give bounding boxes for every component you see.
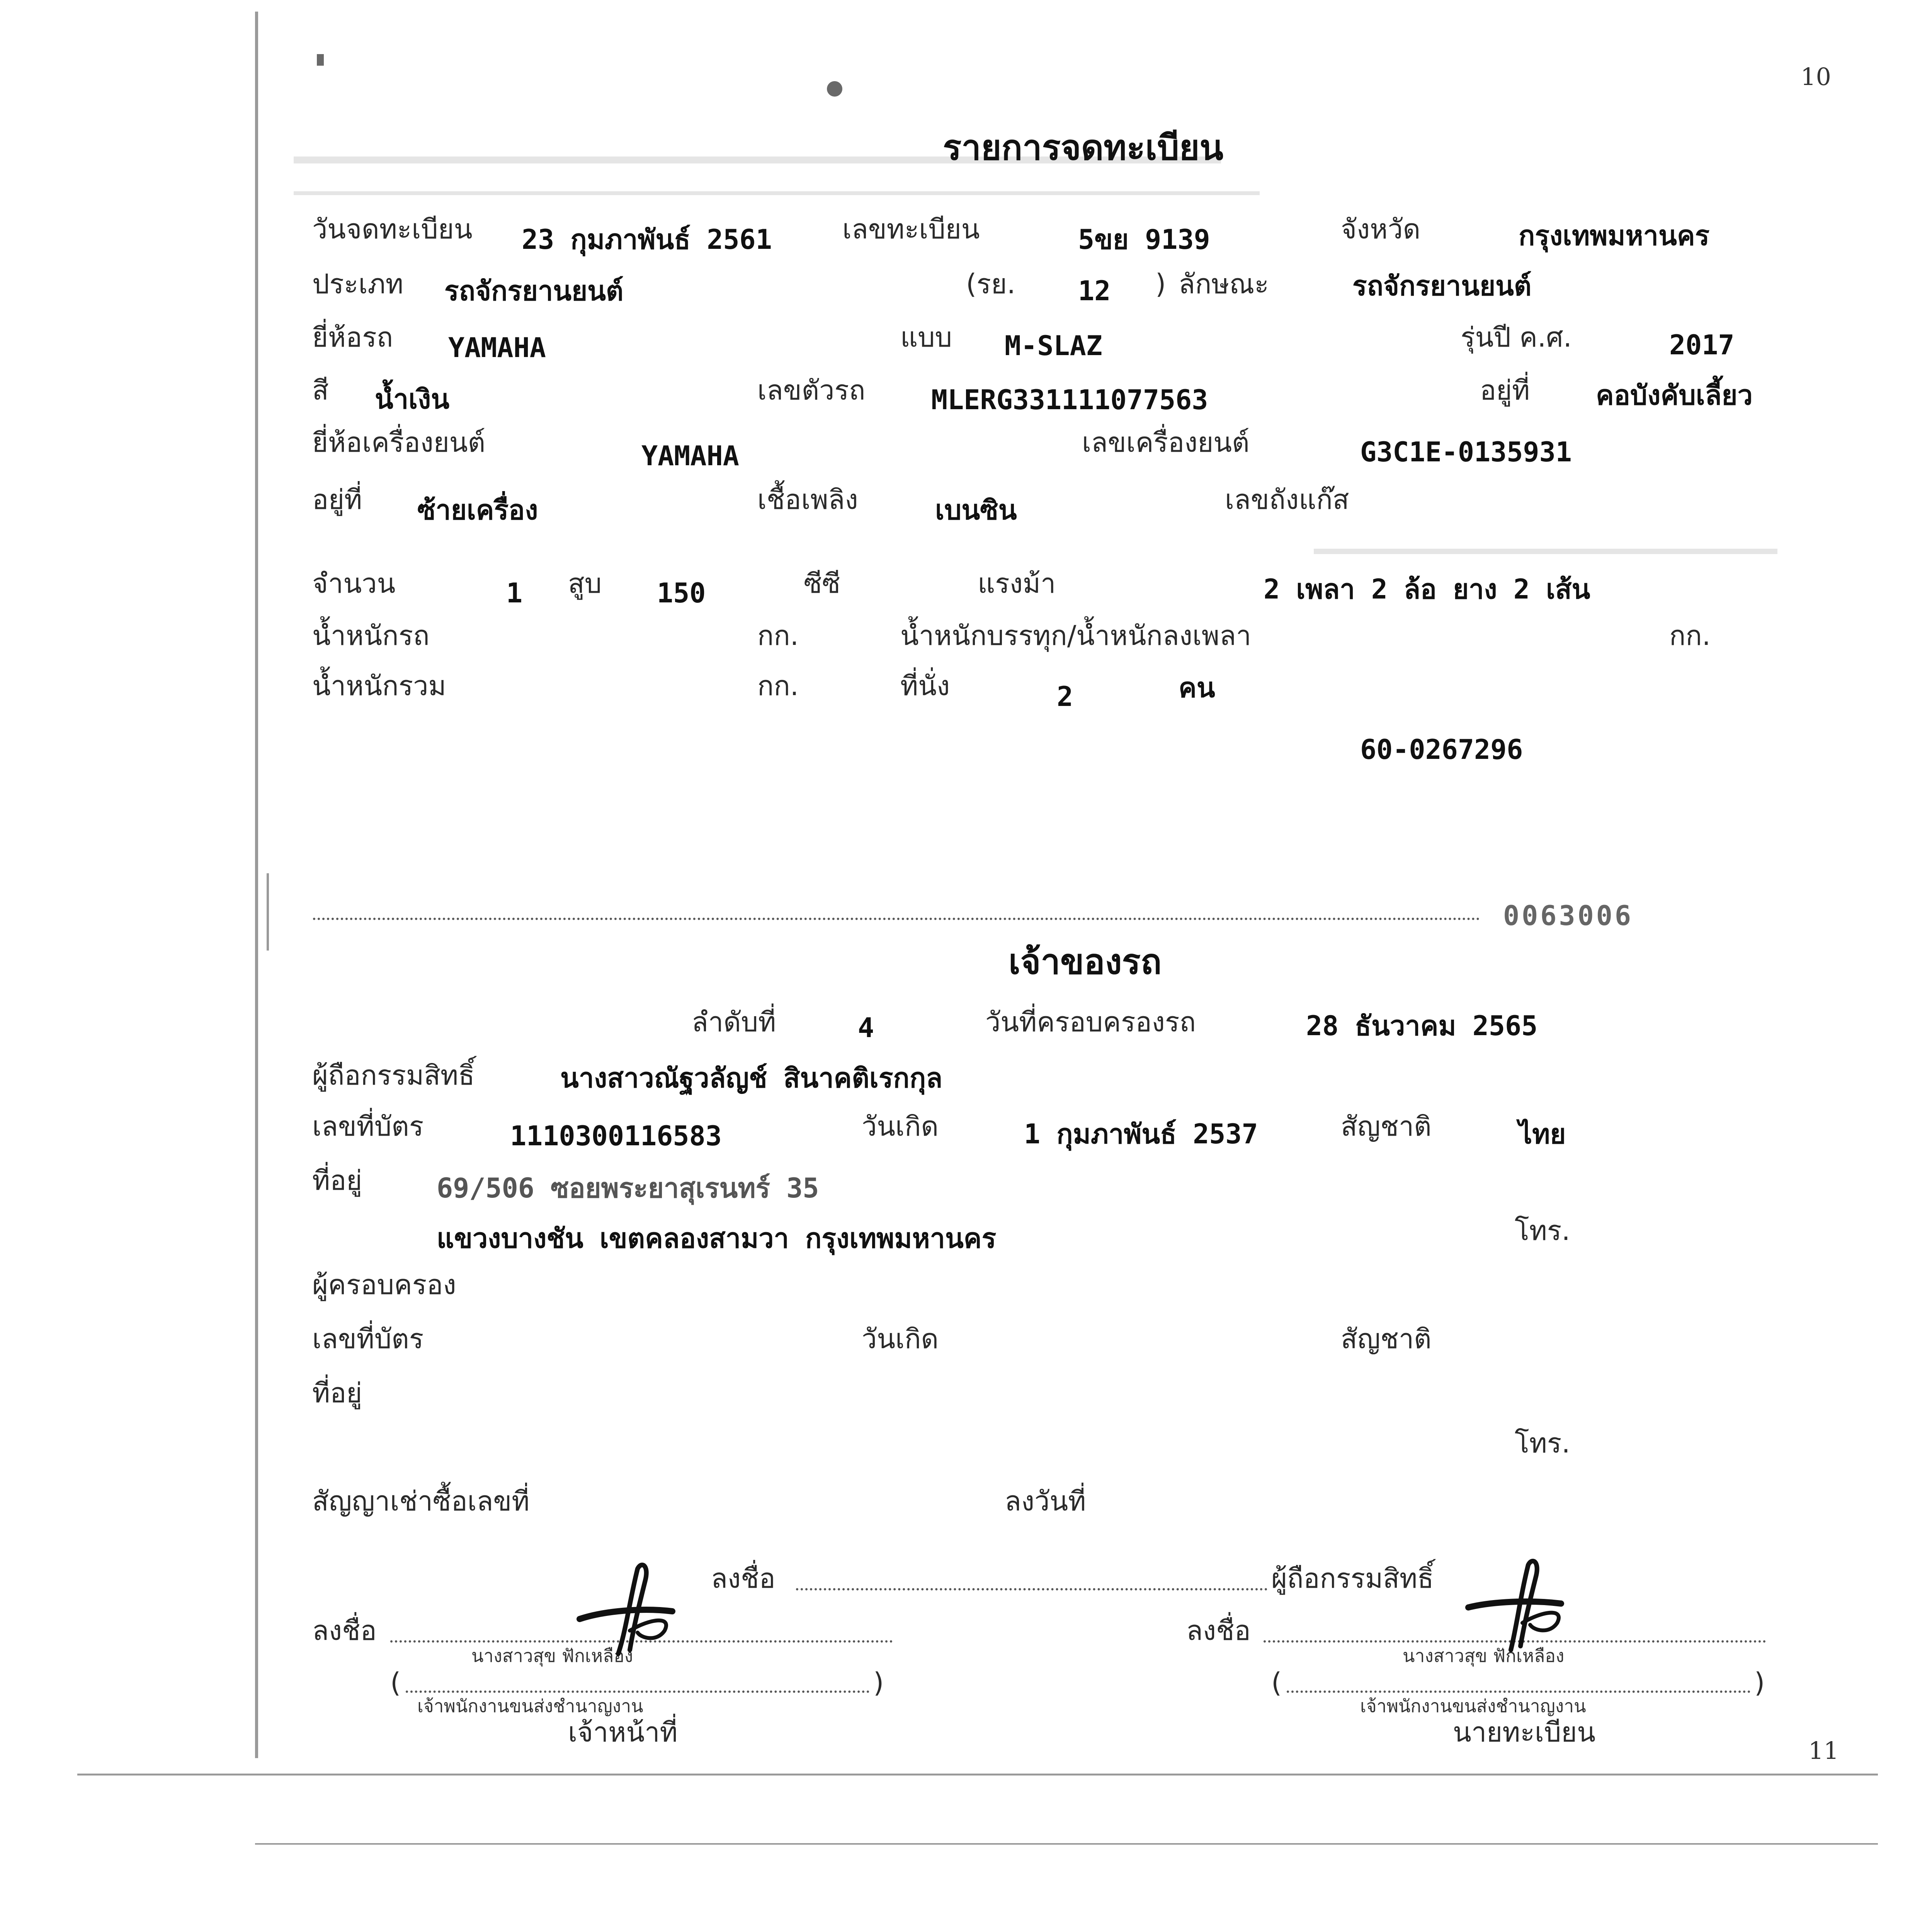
cc-unit: ซีซี [804, 568, 841, 599]
section-separator [313, 918, 1480, 920]
possession-date-label: วันที่ครอบครองรถ [985, 1006, 1196, 1038]
holder-value: นางสาวณัฐวลัญช์ สินาคติเรกกุล [560, 1062, 943, 1094]
gas-tank-label: เลขถังแก๊ส [1225, 484, 1349, 515]
engine-number-value: G3C1E-0135931 [1360, 436, 1572, 468]
page-number-top: 10 [1801, 63, 1831, 91]
right-officer-role: นายทะเบียน [1453, 1716, 1596, 1748]
color-value: น้ำเงิน [375, 383, 450, 415]
possessor-nationality-label: สัญชาติ [1341, 1323, 1432, 1355]
chassis-location-value: คอบังคับเลี้ยว [1596, 379, 1753, 411]
left-officer-position: เจ้าพนักงานขนส่งชำนาญงาน [417, 1696, 643, 1716]
ry-value: 12 [1078, 275, 1111, 307]
right-officer-name: นางสาวสุข ฟักเหลือง [1403, 1645, 1565, 1666]
year-value: 2017 [1669, 329, 1735, 361]
right-signature-icon [1461, 1549, 1584, 1665]
stamp-number: 0063006 [1503, 900, 1634, 932]
engine-location-value: ซ้ายเครื่อง [417, 494, 538, 526]
owner-title: เจ้าของรถ [1009, 942, 1162, 982]
sequence-value: 4 [858, 1012, 874, 1044]
registration-title: รายการจดทะเบียน [943, 128, 1223, 168]
seats-value: 2 [1057, 681, 1073, 713]
province-value: กรุงเทพมหานคร [1519, 220, 1710, 252]
horsepower-label: แรงม้า [978, 568, 1056, 599]
right-close-paren: ) [1754, 1667, 1765, 1699]
possessor-phone-label: โทร. [1515, 1427, 1570, 1459]
scan-noise-band [294, 191, 1260, 195]
owner-id-label: เลขที่บัตร [312, 1111, 424, 1142]
ry-close: ) [1155, 268, 1166, 300]
left-name-line [406, 1690, 869, 1693]
load-weight-label: น้ำหนักบรรทุก/น้ำหนักลงเพลา [900, 620, 1252, 651]
style-value: รถจักรยานยนต์ [1352, 270, 1532, 302]
owner-dob-label: วันเกิด [862, 1111, 939, 1142]
plate-value: 5ขย 9139 [1078, 224, 1210, 255]
left-border-line-inner [267, 873, 269, 951]
fuel-label: เชื้อเพลิง [757, 484, 858, 515]
sequence-label: ลำดับที่ [692, 1006, 776, 1038]
left-officer-role: เจ้าหน้าที่ [568, 1716, 678, 1748]
engine-brand-value: YAMAHA [641, 440, 739, 472]
owner-address-line1: 69/506 ซอยพระยาสุเรนทร์ 35 [437, 1172, 819, 1204]
axles-value: 2 เพลา 2 ล้อ ยาง 2 เส้น [1264, 573, 1590, 605]
model-label: แบบ [900, 321, 952, 353]
left-sign-label: ลงชื่อ [312, 1615, 377, 1646]
possessor-dob-label: วันเกิด [862, 1323, 939, 1355]
cc-value: 150 [657, 577, 706, 609]
holder-sign-role: ผู้ถือกรรมสิทธิ์ [1271, 1563, 1434, 1594]
left-signature-icon [572, 1553, 696, 1669]
brand-label: ยี่ห้อรถ [312, 321, 393, 353]
scan-speck [317, 54, 324, 66]
ry-label: (รย. [966, 268, 1016, 300]
owner-dob-value: 1 กุมภาพันธ์ 2537 [1024, 1118, 1258, 1150]
owner-nationality-label: สัญชาติ [1341, 1111, 1432, 1142]
engine-location-label: อยู่ที่ [312, 484, 362, 515]
possessor-label: ผู้ครอบครอง [312, 1269, 456, 1301]
cylinders-value: 1 [506, 577, 523, 609]
total-weight-unit: กก. [757, 670, 799, 702]
document-number: 60-0267296 [1360, 734, 1523, 765]
left-officer-name: นางสาวสุข ฟักเหลือง [471, 1645, 633, 1666]
owner-nationality-value: ไทย [1519, 1118, 1566, 1150]
chassis-location-label: อยู่ที่ [1480, 374, 1530, 406]
cylinders-unit: สูบ [568, 568, 602, 599]
holder-sign-label: ลงชื่อ [711, 1563, 776, 1594]
holder-sign-line [796, 1588, 1267, 1590]
contract-label: สัญญาเช่าซื้อเลขที่ [312, 1485, 530, 1517]
engine-brand-label: ยี่ห้อเครื่องยนต์ [312, 427, 486, 458]
count-label: จำนวน [312, 568, 396, 599]
plate-label: เลขทะเบียน [842, 213, 980, 245]
possessor-id-label: เลขที่บัตร [312, 1323, 424, 1355]
brand-value: YAMAHA [448, 332, 546, 364]
page-number-bottom: 11 [1808, 1736, 1839, 1765]
right-officer-position: เจ้าพนักงานขนส่งชำนาญงาน [1360, 1696, 1586, 1716]
owner-address-line2: แขวงบางชัน เขตคลองสามวา กรุงเทพมหานคร [437, 1223, 997, 1254]
seats-label: ที่นั่ง [900, 670, 950, 702]
load-weight-unit: กก. [1669, 620, 1711, 651]
color-label: สี [312, 374, 329, 406]
year-label: รุ่นปี ค.ศ. [1461, 321, 1572, 353]
owner-address-label: ที่อยู่ [312, 1165, 362, 1196]
possession-date-value: 28 ธันวาคม 2565 [1306, 1010, 1538, 1042]
bottom-border-line [77, 1774, 1878, 1776]
fuel-value: เบนซิน [935, 494, 1017, 526]
right-open-paren: ( [1271, 1667, 1282, 1699]
left-open-paren: ( [390, 1667, 401, 1699]
lower-border-line [255, 1843, 1878, 1845]
total-weight-label: น้ำหนักรวม [312, 670, 446, 702]
left-border-line [255, 12, 258, 1758]
vehicle-weight-label: น้ำหนักรถ [312, 620, 430, 651]
owner-id-value: 1110300116583 [510, 1120, 722, 1152]
holder-label: ผู้ถือกรรมสิทธิ์ [312, 1060, 475, 1091]
contract-date-label: ลงวันที่ [1005, 1485, 1086, 1517]
model-value: M-SLAZ [1005, 330, 1102, 362]
reg-date-label: วันจดทะเบียน [312, 213, 473, 245]
chassis-label: เลขตัวรถ [757, 374, 866, 406]
scan-noise-band [1314, 549, 1777, 554]
scan-speck [827, 81, 842, 97]
type-value: รถจักรยานยนต์ [444, 275, 624, 307]
right-sign-label: ลงชื่อ [1186, 1615, 1251, 1646]
possessor-address-label: ที่อยู่ [312, 1377, 362, 1409]
engine-number-label: เลขเครื่องยนต์ [1082, 427, 1250, 458]
vehicle-weight-unit: กก. [757, 620, 799, 651]
reg-date-value: 23 กุมภาพันธ์ 2561 [522, 224, 772, 255]
chassis-value: MLERG331111077563 [931, 384, 1208, 416]
seats-unit: คน [1179, 672, 1215, 704]
owner-phone-label: โทร. [1515, 1215, 1570, 1247]
type-label: ประเภท [312, 268, 403, 300]
left-close-paren: ) [873, 1667, 884, 1699]
style-label: ลักษณะ [1179, 268, 1269, 300]
province-label: จังหวัด [1341, 213, 1421, 245]
right-name-line [1287, 1690, 1750, 1693]
